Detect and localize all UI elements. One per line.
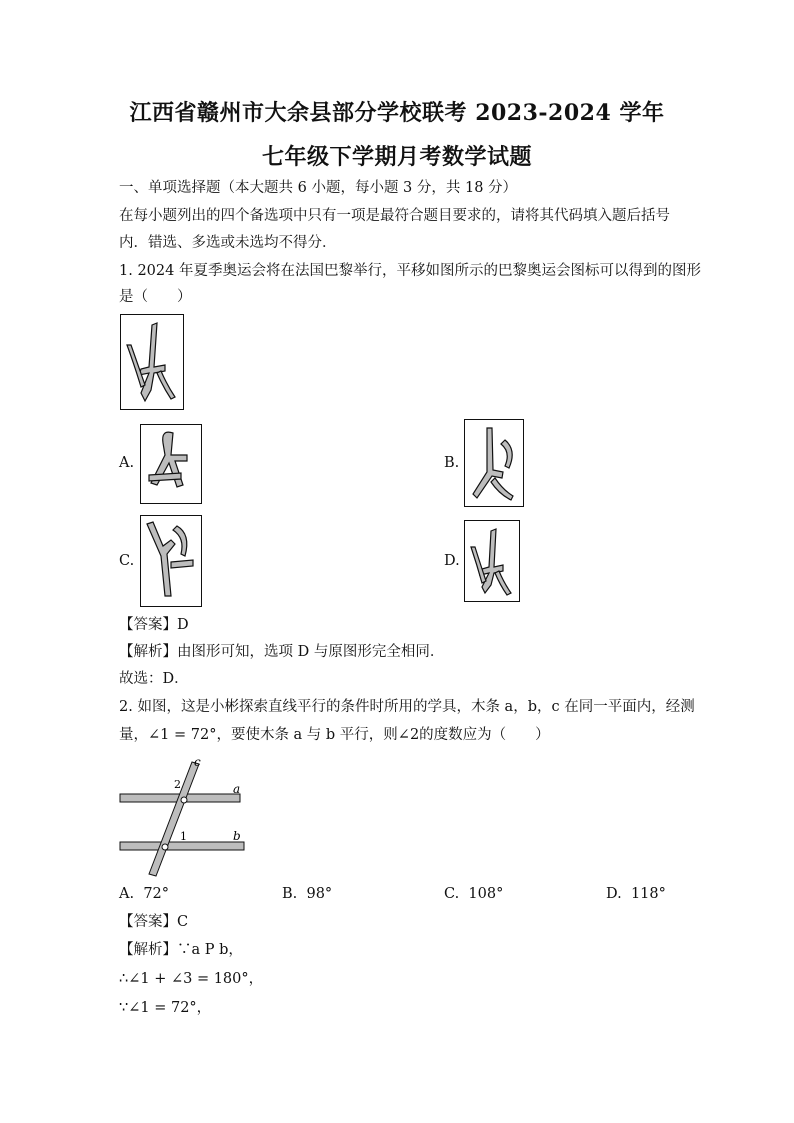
option-b-label[interactable]: B. [444,455,460,471]
analysis-2-line-2: ∴∠1 + ∠3 = 180°， [119,971,264,987]
analysis-1: 【解析】由图形可知，选项 D 与原图形完全相同． [119,644,445,660]
original-logo-figure [120,314,184,410]
choice-d-label: D. [606,886,622,902]
analysis-2-line-3: ∵∠1 = 72°， [119,1000,212,1016]
choice-a[interactable] [119,886,169,902]
choice-c-label: C. [444,886,460,902]
question-2-text: 2. 如图，这是小彬探索直线平行的条件时所用的学具，木条 a，b，c 在同一平面内，经测 [119,699,695,715]
choice-c-value: 108° [468,886,504,902]
choice-a-label: A. [119,886,135,902]
parallel-lines-figure [118,756,248,878]
choice-a-value: 72° [143,886,170,902]
choice-d-value: 118° [630,886,666,902]
option-a-figure[interactable] [140,424,202,504]
option-d-label[interactable]: D. [444,553,460,569]
choice-b-label: B. [282,886,298,902]
choice-b-value: 98° [306,886,333,902]
instruction-line-1: 在每小题列出的四个备选项中只有一项是最符合题目要求的，请将其代码填入题后括号 [119,208,670,224]
option-c-figure[interactable] [140,515,202,607]
label-b: b [233,829,241,843]
answer-2: 【答案】C [119,914,189,930]
instruction-line-2: 内．错选、多选或未选均不得分． [119,235,337,251]
option-d-figure[interactable] [464,520,520,602]
question-2-text-cont: 量，∠1 = 72°，要使木条 a 与 b 平行，则∠2的度数应为（ ） [119,727,550,743]
question-1-text-cont: 是（ ） [119,289,192,305]
option-a-label[interactable]: A. [119,455,135,471]
question-1-text: 1. 2024 年夏季奥运会将在法国巴黎举行，平移如图所示的巴黎奥运会图标可以得到的图形 [119,263,701,279]
title-line-2: 七年级下学期月考数学试题 [261,144,532,170]
option-b-figure[interactable] [464,419,524,507]
answer-1: 【答案】D [119,617,189,633]
option-c-label[interactable]: C. [119,553,135,569]
label-c: c [194,756,201,769]
title-line-1: 江西省赣州市大余县部分学校联考 2023-2024 学年 [129,100,665,126]
choice-b[interactable] [282,886,332,902]
label-angle-2: 2 [174,778,181,791]
label-a: a [233,782,241,796]
section-heading: 一、单项选择题（本大题共 6 小题，每小题 3 分，共 18 分） [119,180,518,196]
label-angle-1: 1 [180,830,187,843]
choice-c[interactable] [444,886,503,902]
choice-d[interactable] [606,886,666,902]
analysis-2-line-1: 【解析】∵a P b， [119,942,243,958]
conclusion-1: 故选：D． [119,671,189,687]
